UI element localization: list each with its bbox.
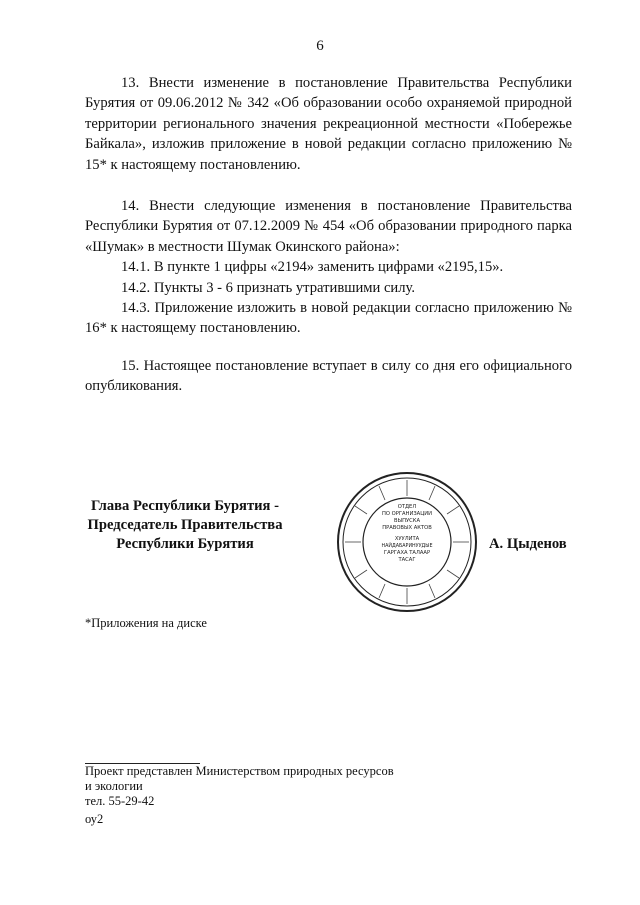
signer-name: А. Цыденов — [489, 536, 567, 552]
stamp-line-7: ГАРГАХА ТАЛААР — [383, 550, 431, 556]
stamp-line-5: ХУУЛИТА — [394, 536, 420, 542]
section-14-item-3: 14.3. Приложение изложить в новой редакции согласно приложению № 16* к настоящему постановлению. — [85, 300, 572, 337]
stamp-line-6: НАЙДАБАРИНУУДЫЕ — [381, 544, 433, 549]
section-14-intro: 14. Внести следующие изменения в постановление Правительства Республики Бурятия от 07.12.2009 № 454 «Об образовании природного парка «Шумак» в местности Шумак Окинского района»: — [85, 198, 572, 255]
signer-title — [60, 497, 310, 554]
footer-line-3: тел. 55-29-42 — [85, 793, 155, 808]
footer-line-2: и экологии — [85, 778, 143, 793]
section-14 — [85, 196, 572, 339]
footnote: *Приложения на диске — [85, 616, 207, 630]
executor-initials: оу2 — [85, 812, 104, 826]
official-seal-stamp — [335, 470, 479, 614]
section-15 — [85, 356, 572, 397]
signer-title-line-3: Республики Бурятия — [116, 536, 254, 552]
stamp-line-2: ПО ОРГАНИЗАЦИИ — [381, 511, 433, 517]
signer-title-line-2: Председатель Правительства — [87, 517, 283, 533]
section-14-item-1: 14.1. В пункте 1 цифры «2194» заменить цифрами «2195,15». — [121, 259, 504, 276]
footer — [85, 764, 394, 808]
signer-title-line-1: Глава Республики Бурятия - — [91, 498, 279, 514]
page-number: 6 — [316, 38, 324, 54]
stamp-line-4: ПРАВОВЫХ АКТОВ — [382, 525, 432, 531]
section-13-text: 13. Внести изменение в постановление Правительства Республики Бурятия от 09.06.2012 № 342 «Об образовании особо охраняемой природной территории регионального значения рекреационной местности «Побережье Байкала», изложив приложение в новой редакции согласно приложению № 15* к настоящему постановлению. — [85, 75, 572, 173]
section-13 — [85, 73, 572, 175]
footer-line-1: Проект представлен Министерством природных ресурсов — [85, 764, 394, 778]
stamp-line-3: ВЫПУСКА — [393, 518, 421, 524]
stamp-line-8: ТАСАГ — [398, 557, 416, 563]
section-14-item-2: 14.2. Пункты 3 - 6 признать утратившими силу. — [121, 279, 416, 296]
stamp-line-1: ОТДЕЛ — [397, 504, 417, 510]
section-15-text: 15. Настоящее постановление вступает в силу со дня его официального опубликования. — [85, 358, 572, 395]
